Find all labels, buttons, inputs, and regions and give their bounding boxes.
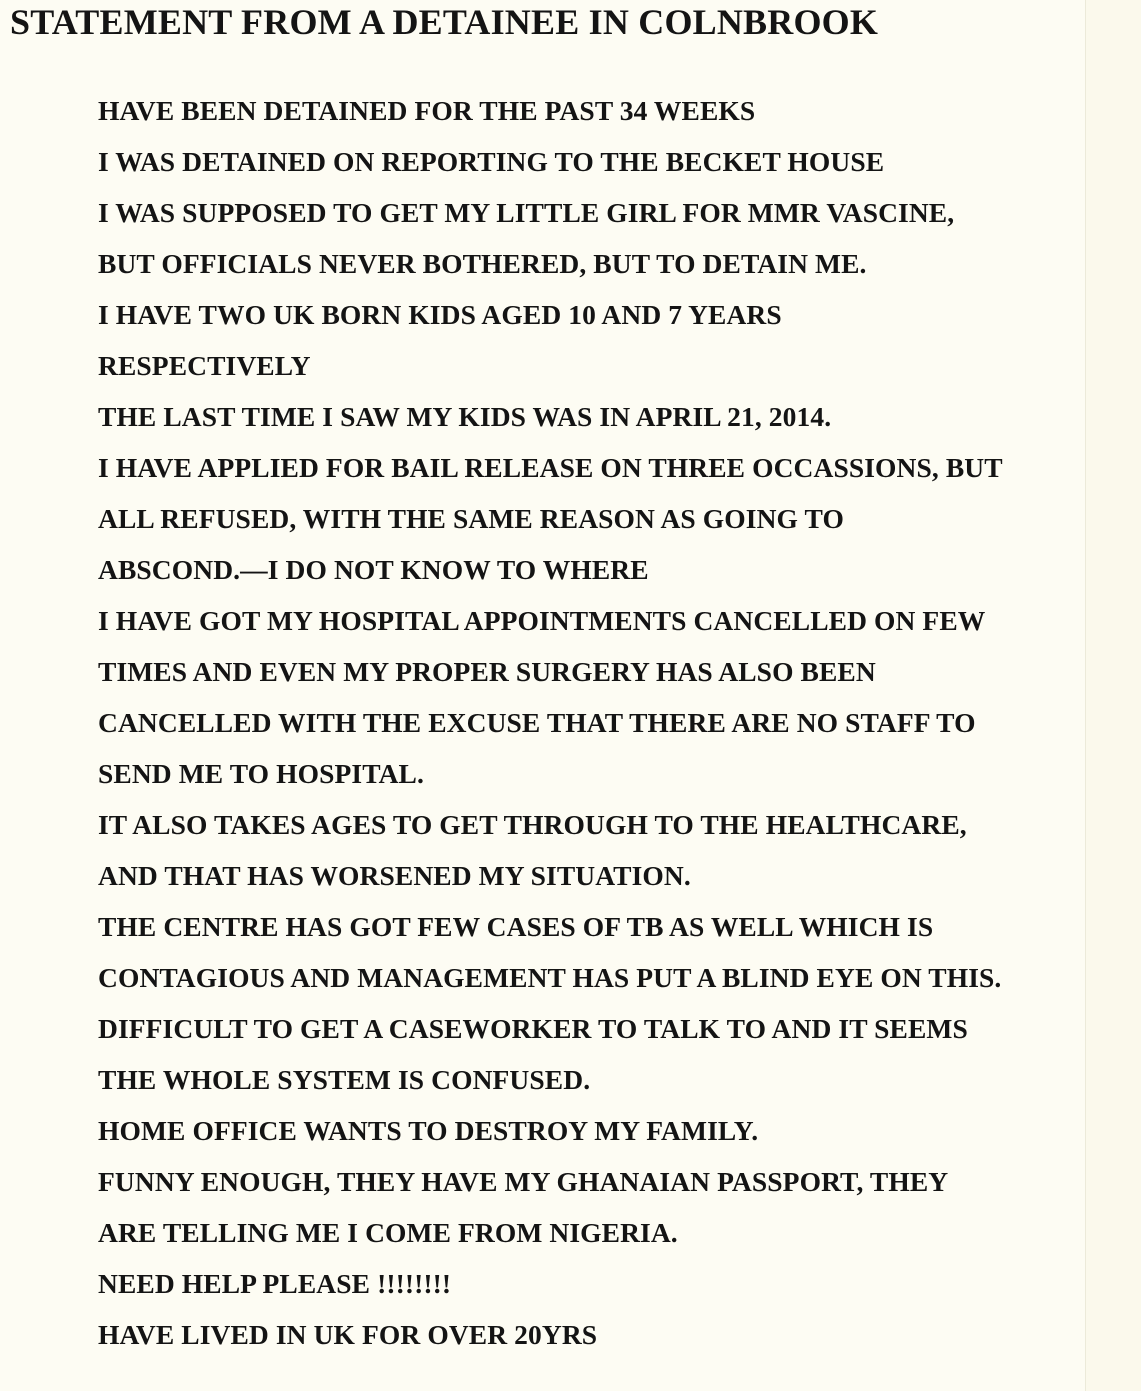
- statement-body: [98, 85, 1003, 1360]
- statement-line: CONTAGIOUS AND MANAGEMENT HAS PUT A BLIND EYE ON THIS.: [98, 962, 1002, 993]
- statement-line: I WAS SUPPOSED TO GET MY LITTLE GIRL FOR MMR VASCINE,: [98, 197, 955, 228]
- statement-line: I HAVE APPLIED FOR BAIL RELEASE ON THREE OCCASSIONS, BUT: [98, 452, 1003, 483]
- statement-line: ABSCOND.—I DO NOT KNOW TO WHERE: [98, 554, 649, 585]
- statement-line: BUT OFFICIALS NEVER BOTHERED, BUT TO DETAIN ME.: [98, 248, 867, 279]
- statement-line: I WAS DETAINED ON REPORTING TO THE BECKET HOUSE: [98, 146, 885, 177]
- statement-line: THE CENTRE HAS GOT FEW CASES OF TB AS WELL WHICH IS: [98, 911, 934, 942]
- document-title: STATEMENT FROM A DETAINEE IN COLNBROOK: [10, 2, 879, 42]
- statement-line: THE LAST TIME I SAW MY KIDS WAS IN APRIL 21, 2014.: [98, 401, 832, 432]
- statement-line: SEND ME TO HOSPITAL.: [98, 758, 424, 789]
- statement-line: HAVE LIVED IN UK FOR OVER 20YRS: [98, 1319, 598, 1350]
- statement-line: DIFFICULT TO GET A CASEWORKER TO TALK TO AND IT SEEMS: [98, 1013, 968, 1044]
- statement-line: HAVE BEEN DETAINED FOR THE PAST 34 WEEKS: [98, 95, 756, 126]
- statement-line: RESPECTIVELY: [98, 350, 311, 381]
- statement-line: HOME OFFICE WANTS TO DESTROY MY FAMILY.: [98, 1115, 759, 1146]
- statement-line: ALL REFUSED, WITH THE SAME REASON AS GOING TO: [98, 503, 844, 534]
- statement-line: NEED HELP PLEASE !!!!!!!!: [98, 1268, 452, 1299]
- statement-line: CANCELLED WITH THE EXCUSE THAT THERE ARE NO STAFF TO: [98, 707, 976, 738]
- scanned-page-edge: [1085, 0, 1141, 1391]
- statement-line: FUNNY ENOUGH, THEY HAVE MY GHANAIAN PASSPORT, THEY: [98, 1166, 949, 1197]
- statement-line: I HAVE GOT MY HOSPITAL APPOINTMENTS CANCELLED ON FEW: [98, 605, 986, 636]
- statement-line: AND THAT HAS WORSENED MY SITUATION.: [98, 860, 691, 891]
- statement-line: ARE TELLING ME I COME FROM NIGERIA.: [98, 1217, 678, 1248]
- statement-line: TIMES AND EVEN MY PROPER SURGERY HAS ALSO BEEN: [98, 656, 876, 687]
- statement-line: I HAVE TWO UK BORN KIDS AGED 10 AND 7 YEARS: [98, 299, 782, 330]
- statement-line: THE WHOLE SYSTEM IS CONFUSED.: [98, 1064, 591, 1095]
- statement-line: IT ALSO TAKES AGES TO GET THROUGH TO THE HEALTHCARE,: [98, 809, 967, 840]
